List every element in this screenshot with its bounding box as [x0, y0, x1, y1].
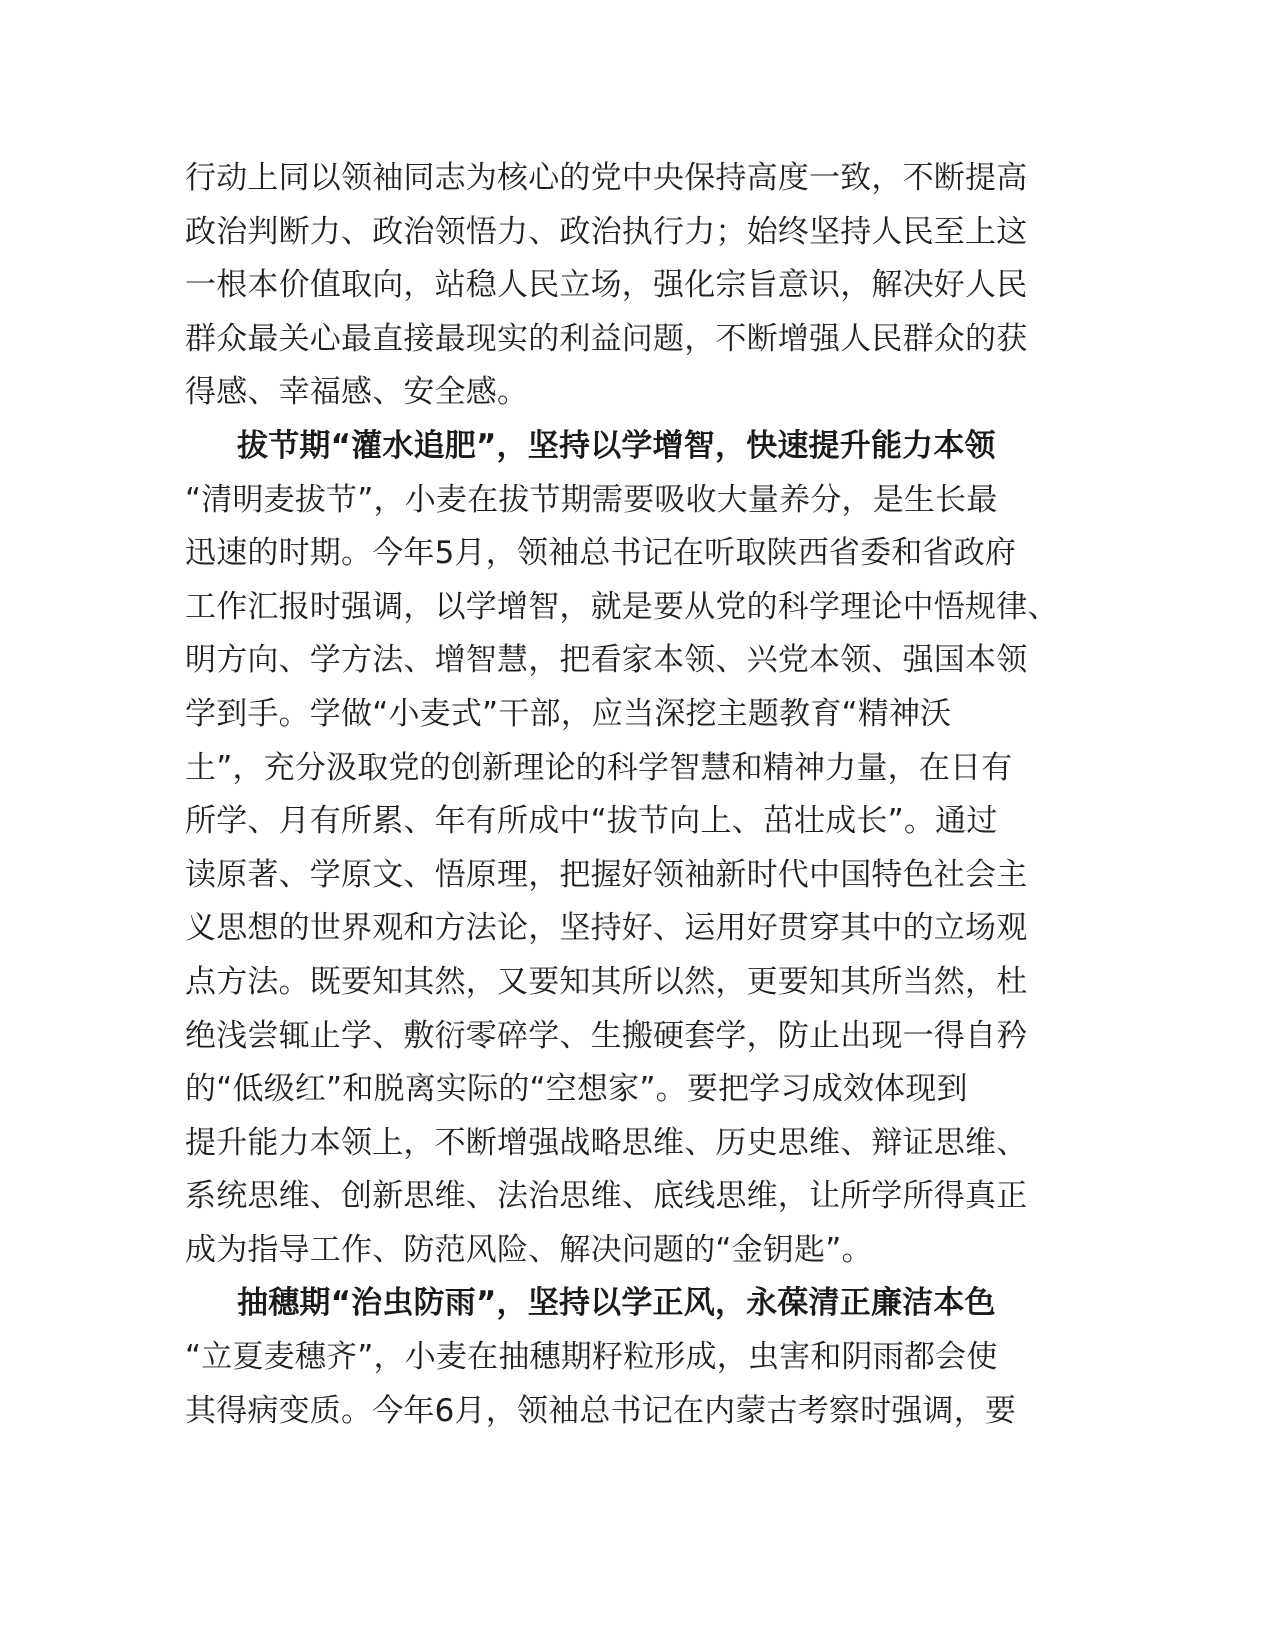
- body-line: 群众最关心最直接最现实的利益问题，不断增强人民群众的获: [185, 320, 1028, 357]
- section-heading: 拔节期“灌水追肥”，坚持以学增智，快速提升能力本领: [237, 427, 996, 464]
- body-line: 的“低级红”和脱离实际的“空想家”。要把学习成效体现到: [185, 1071, 968, 1108]
- body-line: 成为指导工作、防范风险、解决问题的“金钥匙”。: [185, 1231, 873, 1268]
- body-line: 一根本价值取向，站稳人民立场，强化宗旨意识，解决好人民: [185, 267, 1028, 304]
- body-line: 行动上同以领袖同志为核心的党中央保持高度一致，不断提高: [185, 160, 1028, 196]
- body-line: 明方向、学方法、增智慧，把看家本领、兴党本领、强国本领: [185, 642, 1028, 679]
- body-line: 提升能力本领上，不断增强战略思维、历史思维、辩证思维、: [185, 1124, 1028, 1161]
- body-line: 读原著、学原文、悟原理，把握好领袖新时代中国特色社会主: [185, 856, 1028, 893]
- body-line: 工作汇报时强调，以学增智，就是要从党的科学理论中悟规律、: [185, 588, 1059, 625]
- body-line: 迅速的时期。今年5月，领袖总书记在听取陕西省委和省政府: [185, 535, 1017, 572]
- body-line: 所学、月有所累、年有所成中“拔节向上、茁壮成长”。通过: [185, 803, 998, 840]
- body-line: 学到手。学做“小麦式”干部，应当深挖主题教育“精神沃: [185, 695, 952, 732]
- body-line: 其得病变质。今年6月，领袖总书记在内蒙古考察时强调，要: [185, 1392, 1017, 1429]
- body-line: 政治判断力、政治领悟力、政治执行力；始终坚持人民至上这: [185, 213, 1028, 250]
- body-line: “立夏麦穗齐”，小麦在抽穗期籽粒形成，虫害和阴雨都会使: [185, 1339, 998, 1376]
- body-line: 土”，充分汲取党的创新理论的科学智慧和精神力量，在日有: [185, 749, 1013, 786]
- body-line: 义思想的世界观和方法论，坚持好、运用好贯穿其中的立场观: [185, 910, 1028, 947]
- document-body: [185, 152, 1085, 1438]
- body-line: 得感、幸福感、安全感。: [185, 374, 529, 411]
- body-line: “清明麦拔节”，小麦在拔节期需要吸收大量养分，是生长最: [185, 481, 998, 518]
- body-line: 点方法。既要知其然，又要知其所以然，更要知其所当然，杜: [185, 963, 1028, 1000]
- body-line: 绝浅尝辄止学、敷衍零碎学、生搬硬套学，防止出现一得自矜: [185, 1017, 1028, 1054]
- body-line: 系统思维、创新思维、法治思维、底线思维，让所学所得真正: [185, 1178, 1028, 1215]
- section-heading: 抽穗期“治虫防雨”，坚持以学正风，永葆清正廉洁本色: [237, 1285, 996, 1322]
